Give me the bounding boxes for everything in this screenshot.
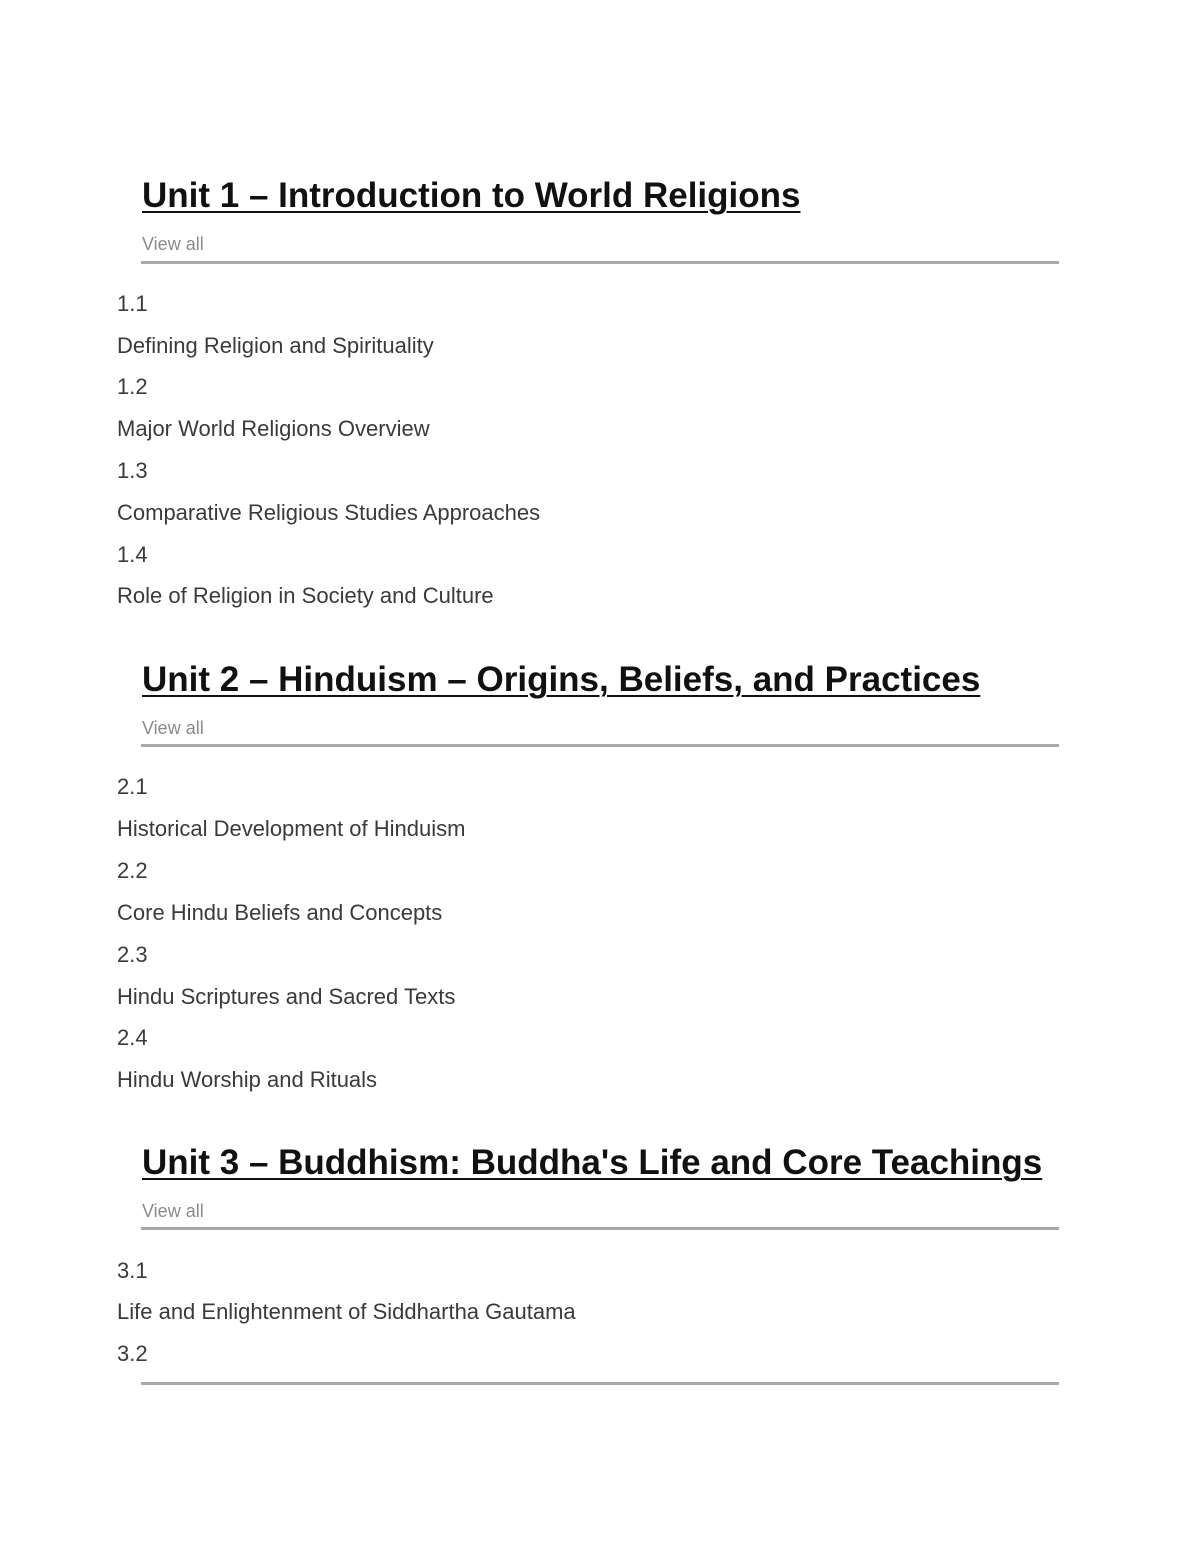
lesson-1-4-title[interactable]: Role of Religion in Society and Culture [117, 583, 494, 608]
lesson-2-1-title[interactable]: Historical Development of Hinduism [117, 816, 466, 841]
lesson-3-2-number: 3.2 [117, 1341, 148, 1366]
lesson-1-1-number: 1.1 [117, 291, 148, 316]
unit-2-view-all-link[interactable]: View all [142, 718, 204, 738]
lesson-3-1-title[interactable]: Life and Enlightenment of Siddhartha Gautama [117, 1299, 576, 1324]
unit-1-view-all-link[interactable]: View all [142, 234, 204, 254]
lesson-1-2-number: 1.2 [117, 374, 148, 399]
lesson-2-4-title[interactable]: Hindu Worship and Rituals [117, 1067, 378, 1092]
lesson-1-3-title[interactable]: Comparative Religious Studies Approaches [117, 500, 541, 525]
lesson-2-4-number: 2.4 [117, 1025, 148, 1050]
lesson-2-3-number: 2.3 [117, 942, 148, 967]
lesson-2-2-number: 2.2 [117, 858, 148, 883]
lesson-2-1-number: 2.1 [117, 774, 148, 799]
lesson-2-2-title[interactable]: Core Hindu Beliefs and Concepts [117, 900, 443, 925]
lesson-1-1-title[interactable]: Defining Religion and Spirituality [117, 333, 434, 358]
lesson-1-3-number: 1.3 [117, 458, 148, 483]
unit-3-divider [141, 1227, 1059, 1230]
unit-2-divider [141, 744, 1059, 747]
unit-1-divider [141, 261, 1059, 264]
lesson-3-1-number: 3.1 [117, 1258, 148, 1283]
lesson-2-3-title[interactable]: Hindu Scriptures and Sacred Texts [117, 984, 456, 1009]
lesson-1-4-number: 1.4 [117, 542, 148, 567]
unit-1-title[interactable]: Unit 1 – Introduction to World Religions [142, 176, 801, 215]
unit-3-view-all-link[interactable]: View all [142, 1201, 204, 1221]
unit-3-title[interactable]: Unit 3 – Buddhism: Buddha's Life and Core Teachings [142, 1143, 1043, 1182]
unit-2-title[interactable]: Unit 2 – Hinduism – Origins, Beliefs, and Practices [142, 660, 981, 699]
lesson-1-2-title[interactable]: Major World Religions Overview [117, 416, 430, 441]
bottom-divider [141, 1382, 1059, 1385]
